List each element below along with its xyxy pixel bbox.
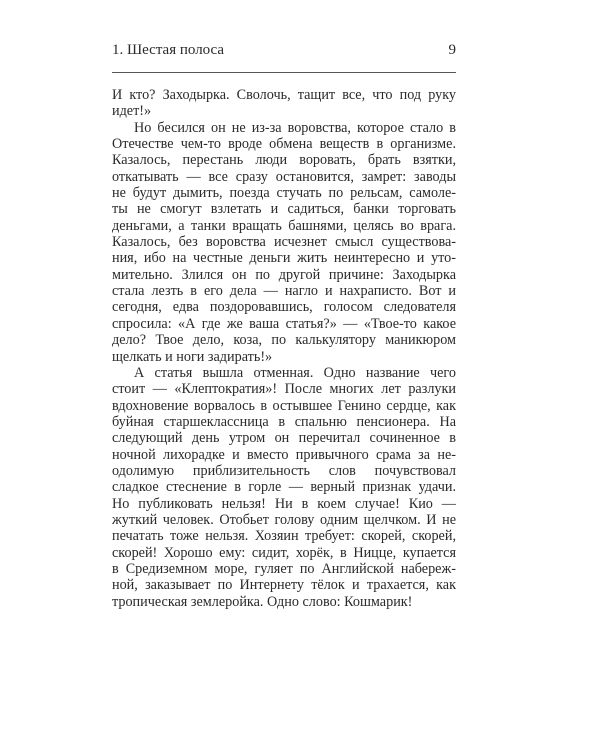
text-line: ной, заказывает по Интернету тёлок и трахается, как [112, 577, 456, 594]
text-line: Но публиковать нельзя! Ни в коем случае! Кио — [112, 495, 456, 512]
text-line: щелкать и ноги задирать!» [112, 348, 273, 365]
text-line: Казалось, перестань люди воровать, брать взятки, [112, 152, 456, 169]
text-line: откатывать — все сразу остановится, замрет: заводы [112, 168, 456, 185]
text-line: стала лезть в его дела — нагло и нахраписто. Вот и [112, 283, 456, 300]
text-line: ния, ибо на честные деньги жить неинтересно и уто- [112, 250, 456, 267]
text-line: сладкое стеснение в горле — верный признак удачи. [112, 479, 456, 496]
text-line: вдохновение ворвалось в остывшее Генино сердце, как [112, 397, 456, 414]
text-line: следующий день утром он перечитал сочиненное в [112, 430, 456, 447]
header-rule [112, 72, 456, 73]
running-header [112, 42, 456, 62]
text-line: Отечестве чем-то вроде обмена веществ в организме. [112, 136, 456, 153]
text-line: тропическая землеройка. Одно слово: Кошмарик! [112, 593, 413, 610]
text-line: одолимую приблизительность слов почувствовал [112, 462, 456, 479]
text-line: жуткий человек. Отобьет голову одним щелчком. И не [112, 511, 456, 528]
text-line: дело? Твое дело, коза, по калькулятору маникюром [112, 332, 456, 349]
text-line: идет!» [112, 103, 152, 120]
text-line: стоит — «Клептократия»! После многих лет разлуки [112, 381, 456, 398]
text-line: сегодня, едва поздоровавшись, голосом следователя [112, 299, 456, 316]
text-line: мительно. Злился он по другой причине: Заходырка [112, 266, 456, 283]
text-line: ночной лихорадке и вместо привычного срама за не- [112, 446, 456, 463]
chapter-title: 1. Шестая полоса [112, 42, 225, 58]
text-line: спросила: «А где же ваша статья?» — «Твое-то какое [112, 315, 456, 332]
text-line: печатать тоже нельзя. Хозяин требует: скорей, скорей, [112, 528, 456, 545]
text-line: скорей! Хорошо ему: сидит, хорёк, в Ницце, купается [112, 544, 456, 561]
text-line: буйная старшеклассница в спальню пенсионера. На [112, 413, 456, 430]
text-line: деньгами, а танки вращать башнями, целясь во врага. [112, 217, 456, 234]
text-line: И кто? Заходырка. Сволочь, тащит все, что под руку [112, 87, 456, 103]
text-line: не будут дымить, поезда стучать по рельсам, самоле- [112, 185, 456, 202]
text-line: ты не смогут взлетать и садиться, банки торговать [112, 201, 456, 218]
text-line: в Средиземном море, гуляет по Английской набереж- [112, 560, 456, 577]
text-line: Казалось, без воровства исчезнет смысл существова- [112, 234, 456, 251]
page-number: 9 [448, 42, 456, 58]
page-body-text [112, 87, 456, 610]
text-line: А статья вышла отменная. Одно название чего [134, 364, 456, 381]
text-line: Но бесился он не из-за воровства, которое стало в [134, 119, 456, 136]
